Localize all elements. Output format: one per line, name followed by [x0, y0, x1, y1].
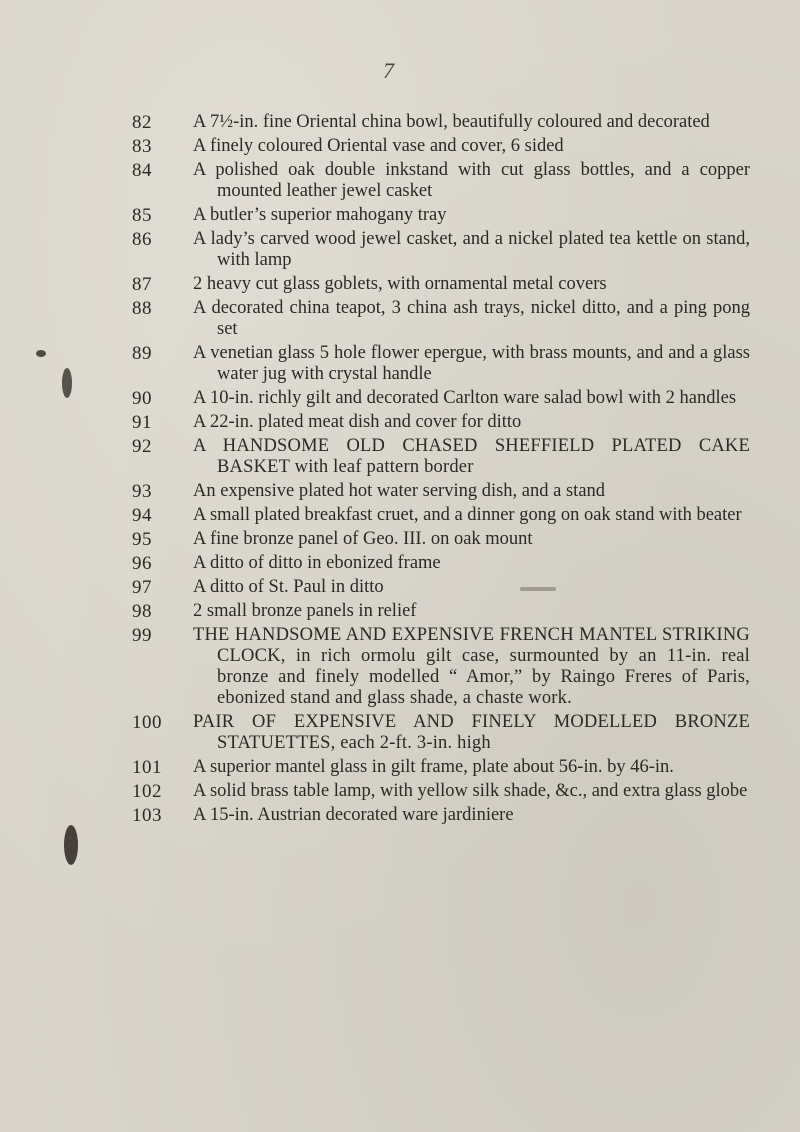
lot-description: A finely coloured Oriental vase and cover, 6 sided [193, 136, 564, 156]
lot-entry [0, 112, 800, 133]
lot-entry [0, 529, 800, 550]
ink-blot [62, 368, 72, 398]
lot-description: A polished oak double inkstand with cut glass bottles, and a copper mounted leather jewel casket [193, 160, 750, 201]
lot-entry [0, 481, 800, 502]
lot-description: 2 small bronze panels in relief [193, 601, 417, 621]
lot-number: 100 [132, 712, 162, 733]
lot-number: 89 [132, 343, 152, 364]
lot-entry [0, 343, 800, 385]
lot-entry [0, 553, 800, 574]
lot-description: A 10-in. richly gilt and decorated Carlton ware salad bowl with 2 handles [193, 388, 737, 408]
lot-entry [0, 298, 800, 340]
lot-description: A solid brass table lamp, with yellow silk shade, &c., and extra glass globe [193, 781, 748, 801]
lot-number: 101 [132, 757, 162, 778]
lot-number: 91 [132, 412, 152, 433]
lot-number: 85 [132, 205, 152, 226]
lot-description: A venetian glass 5 hole flower epergue, with brass mounts, and and a glass water jug with crystal handle [193, 343, 750, 384]
lot-entry [0, 505, 800, 526]
lot-entry [0, 577, 800, 598]
lot-description: A butler’s superior mahogany tray [193, 205, 447, 225]
lot-entry [0, 412, 800, 433]
lot-description: A 15-in. Austrian decorated ware jardiniere [193, 805, 514, 825]
lot-number: 92 [132, 436, 152, 457]
lot-number: 95 [132, 529, 152, 550]
ink-blot [36, 350, 46, 357]
lot-entry [0, 229, 800, 271]
lot-number: 83 [132, 136, 152, 157]
lot-description: PAIR OF EXPENSIVE AND FINELY MODELLED BRONZE STATUETTES, each 2-ft. 3-in. high [193, 712, 750, 753]
lot-entry [0, 274, 800, 295]
lot-entry [0, 136, 800, 157]
lot-description: A 22-in. plated meat dish and cover for ditto [193, 412, 522, 432]
ink-blot [64, 825, 78, 865]
lot-number: 88 [132, 298, 152, 319]
lot-number: 102 [132, 781, 162, 802]
lot-number: 82 [132, 112, 152, 133]
lot-number: 93 [132, 481, 152, 502]
lot-description: A superior mantel glass in gilt frame, plate about 56-in. by 46-in. [193, 757, 674, 777]
lot-entry [0, 781, 800, 802]
lot-number: 96 [132, 553, 152, 574]
lot-entry [0, 757, 800, 778]
lot-number: 86 [132, 229, 152, 250]
lot-entry [0, 712, 800, 754]
lot-entry [0, 805, 800, 826]
lot-number: 98 [132, 601, 152, 622]
page-number: 7 [383, 58, 394, 83]
lot-description: A decorated china teapot, 3 china ash trays, nickel ditto, and a ping pong set [193, 298, 750, 339]
lot-entry [0, 601, 800, 622]
lot-description: A small plated breakfast cruet, and a dinner gong on oak stand with beater [193, 505, 742, 525]
lot-list [0, 112, 800, 829]
lot-description: A ditto of ditto in ebonized frame [193, 553, 441, 573]
lot-description: A HANDSOME OLD CHASED SHEFFIELD PLATED CAKE BASKET with leaf pattern border [193, 436, 750, 477]
lot-number: 87 [132, 274, 152, 295]
lot-entry [0, 160, 800, 202]
lot-description: A lady’s carved wood jewel casket, and a nickel plated tea kettle on stand, with lamp [193, 229, 750, 270]
lot-number: 94 [132, 505, 152, 526]
lot-description: A ditto of St. Paul in ditto [193, 577, 384, 597]
lot-number: 103 [132, 805, 162, 826]
lot-description: A fine bronze panel of Geo. III. on oak mount [193, 529, 533, 549]
lot-number: 99 [132, 625, 152, 646]
lot-number: 84 [132, 160, 152, 181]
lot-entry [0, 625, 800, 709]
lot-entry [0, 388, 800, 409]
lot-entry [0, 436, 800, 478]
lot-number: 90 [132, 388, 152, 409]
lot-description: THE HANDSOME AND EXPENSIVE FRENCH MANTEL STRIKING CLOCK, in rich ormolu gilt case, surmounted by an 11-in. real bronze and finely modelled “ Amor,” by Raingo Freres of Paris, ebonized stand and glass shade, a chaste work. [193, 625, 750, 708]
lot-description: 2 heavy cut glass goblets, with ornamental metal covers [193, 274, 607, 294]
lot-number: 97 [132, 577, 152, 598]
ink-smudge [520, 587, 556, 591]
lot-description: A 7½-in. fine Oriental china bowl, beautifully coloured and decorated [193, 112, 710, 132]
lot-description: An expensive plated hot water serving dish, and a stand [193, 481, 606, 501]
lot-entry [0, 205, 800, 226]
